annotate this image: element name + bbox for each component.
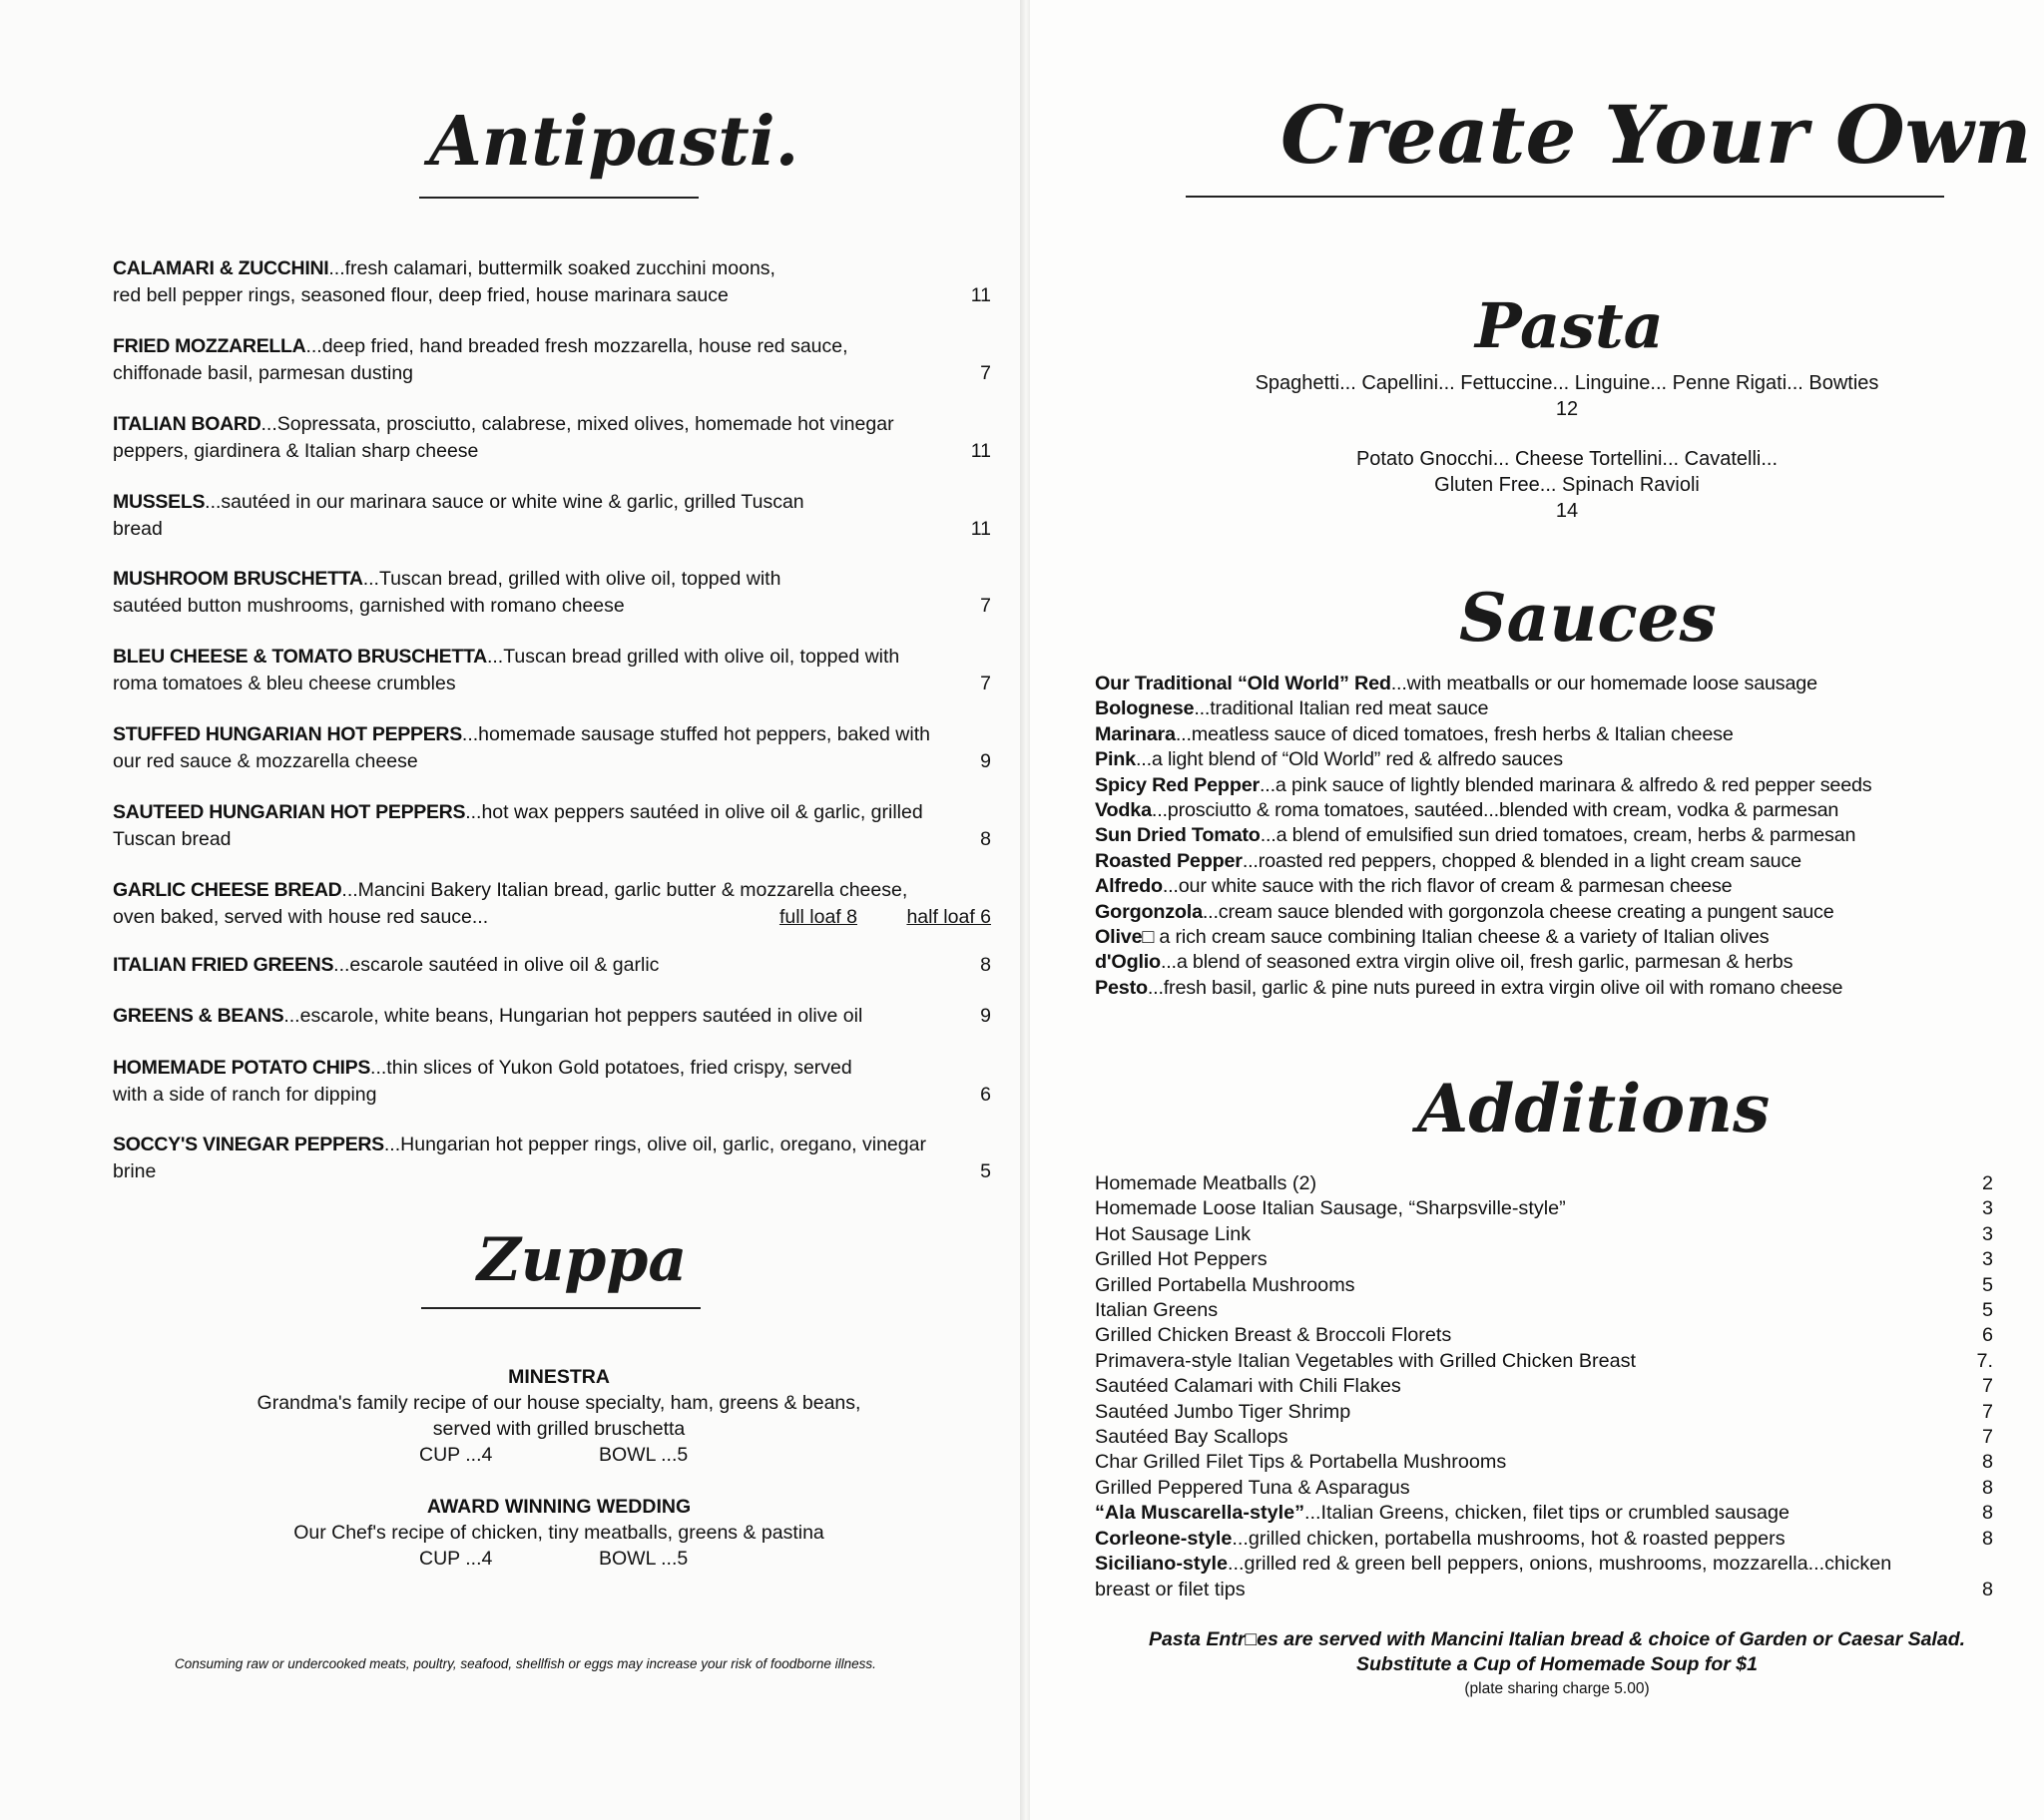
- sauce-name: Pink: [1095, 748, 1136, 771]
- menu-item: [113, 1055, 991, 1109]
- full-loaf-price: full loaf 8: [778, 906, 857, 928]
- sauce-item: [1095, 773, 2033, 798]
- item-price: 8: [980, 828, 991, 850]
- item-price: 5: [980, 1160, 991, 1182]
- sauce-name: Marinara: [1095, 722, 1176, 745]
- sauce-item: [1095, 900, 2033, 925]
- sauce-desc: ...cream sauce blended with gorgonzola cheese creating a pungent sauce: [1202, 900, 1834, 923]
- addition-item: [1095, 1298, 1993, 1323]
- pasta-entree-note: Pasta Entr□es are served with Mancini Italian bread & choice of Garden or Caesar Salad.: [1148, 1628, 1966, 1650]
- special-addition-desc: ...grilled red & green bell peppers, onions, mushrooms, mozzarella...chicken: [1228, 1553, 1892, 1576]
- item-price: 7: [980, 673, 991, 694]
- sauce-item: [1095, 798, 2033, 823]
- item-desc-line2: our red sauce & mozzarella cheese: [113, 750, 418, 772]
- item-desc: ...Hungarian hot pepper rings, olive oil, garlic, oregano, vinegar: [383, 1134, 926, 1155]
- addition-label: Grilled Chicken Breast & Broccoli Florets: [1095, 1324, 1452, 1347]
- soup-bowl-price: BOWL ...5: [599, 1444, 689, 1466]
- addition-price: 3: [1981, 1197, 1993, 1220]
- food-warning: Consuming raw or undercooked meats, poultry, seafood, shellfish or eggs may increase your risk of foodborne illness.: [175, 1656, 876, 1671]
- sauce-name: Alfredo: [1095, 875, 1163, 898]
- item-name: CALAMARI & ZUCCHINI: [113, 257, 329, 279]
- sauce-item: [1095, 747, 2033, 772]
- sauce-desc: ...a blend of emulsified sun dried tomatoes, cream, herbs & parmesan: [1260, 824, 1856, 847]
- menu-item: [113, 255, 991, 309]
- soup-bowl-price: BOWL ...5: [599, 1548, 689, 1570]
- addition-label: Homemade Loose Italian Sausage, “Sharpsville-style”: [1095, 1197, 1566, 1220]
- addition-label: Grilled Portabella Mushrooms: [1095, 1273, 1355, 1296]
- sauce-name: Roasted Pepper: [1095, 849, 1243, 872]
- addition-label: Grilled Peppered Tuna & Asparagus: [1095, 1476, 1410, 1499]
- item-name: ITALIAN BOARD: [113, 413, 261, 435]
- item-desc: ...escarole sautéed in olive oil & garlic: [333, 954, 660, 976]
- sauce-item: [1095, 849, 2033, 874]
- soup-wedding: [160, 1494, 958, 1572]
- addition-item: [1095, 1323, 1993, 1348]
- sauce-item: [1095, 950, 2033, 975]
- item-price: 11: [970, 518, 991, 540]
- addition-label: Italian Greens: [1095, 1299, 1219, 1322]
- soup-cup-price: CUP ...4: [419, 1548, 493, 1570]
- special-addition-desc-line2: breast or filet tips: [1095, 1578, 1246, 1600]
- sauce-name: Vodka: [1095, 799, 1152, 822]
- sauce-desc: ...a pink sauce of lightly blended marinara & alfredo & red pepper seeds: [1260, 773, 1872, 796]
- item-desc-line2: brine: [113, 1160, 157, 1182]
- addition-item: [1095, 1450, 1993, 1475]
- pasta-specialty-line: Potato Gnocchi... Cheese Tortellini... Cavatelli...: [1355, 448, 1779, 470]
- menu-item: [113, 877, 991, 931]
- item-name: SAUTEED HUNGARIAN HOT PEPPERS: [113, 801, 466, 823]
- sauce-desc: ...prosciutto & roma tomatoes, sautéed...blended with cream, vodka & parmesan: [1151, 799, 1839, 822]
- addition-price: 8: [1981, 1527, 1993, 1550]
- addition-item: [1095, 1374, 1993, 1399]
- menu-item: [113, 489, 991, 543]
- item-desc-line2: with a side of ranch for dipping: [113, 1084, 377, 1106]
- pasta-price-12: 12: [1555, 398, 1579, 420]
- pasta-price-14: 14: [1555, 500, 1579, 522]
- sauce-name: d'Oglio: [1095, 951, 1161, 974]
- sauce-desc: ...meatless sauce of diced tomatoes, fresh herbs & Italian cheese: [1175, 722, 1734, 745]
- item-name: FRIED MOZZARELLA: [113, 335, 306, 357]
- item-price: 8: [980, 954, 991, 976]
- addition-label: Sautéed Bay Scallops: [1095, 1426, 1288, 1449]
- addition-label: Primavera-style Italian Vegetables with Grilled Chicken Breast: [1095, 1349, 1637, 1372]
- item-desc: ...escarole, white beans, Hungarian hot peppers sautéed in olive oil: [283, 1005, 863, 1027]
- pasta-title: Pasta: [1475, 289, 1664, 362]
- special-addition-item: [1095, 1527, 1993, 1552]
- addition-item: [1095, 1400, 1993, 1425]
- menu-item: [113, 566, 991, 620]
- sauce-name: Pesto: [1095, 976, 1148, 999]
- additions-list: [1095, 1171, 1993, 1602]
- addition-label: Sautéed Jumbo Tiger Shrimp: [1095, 1400, 1351, 1423]
- item-price: 11: [970, 284, 991, 306]
- special-addition-name: Siciliano-style: [1095, 1553, 1229, 1576]
- menu-item: [113, 952, 991, 979]
- soup-minestra: [160, 1364, 958, 1468]
- item-desc: ...Tuscan bread grilled with olive oil, topped with: [486, 646, 900, 668]
- plate-sharing-note: (plate sharing charge 5.00): [1464, 1680, 1650, 1697]
- pasta-shapes-line: Spaghetti... Capellini... Fettuccine... Linguine... Penne Rigati... Bowties: [1255, 372, 1879, 394]
- sauce-item: [1095, 722, 2033, 747]
- zuppa-title: Zuppa: [477, 1225, 688, 1295]
- addition-price: 8: [1981, 1451, 1993, 1474]
- sauce-desc: ...a blend of seasoned extra virgin olive oil, fresh garlic, parmesan & herbs: [1160, 951, 1793, 974]
- addition-price: 5: [1981, 1273, 1993, 1296]
- item-desc: ...deep fried, hand breaded fresh mozzarella, house red sauce,: [305, 335, 848, 357]
- menu-item: [113, 411, 991, 465]
- addition-price: 7: [1981, 1375, 1993, 1398]
- addition-price: 2: [1981, 1172, 1993, 1194]
- item-name: GREENS & BEANS: [113, 1005, 284, 1027]
- pasta-specialty-line-2: Gluten Free... Spinach Ravioli: [1434, 474, 1700, 496]
- item-desc: ...sautéed in our marinara sauce or white wine & garlic, grilled Tuscan: [205, 491, 804, 513]
- sauce-item: [1095, 672, 2033, 696]
- addition-label: Homemade Meatballs (2): [1095, 1172, 1317, 1194]
- addition-price: 7: [1981, 1400, 1993, 1423]
- sauces-title: Sauces: [1459, 579, 1717, 657]
- addition-price: 3: [1981, 1222, 1993, 1245]
- addition-label: Hot Sausage Link: [1095, 1222, 1252, 1245]
- addition-item: [1095, 1273, 1993, 1298]
- special-addition-desc: ...Italian Greens, chicken, filet tips or crumbled sausage: [1304, 1502, 1789, 1525]
- special-addition-item: [1095, 1501, 1993, 1526]
- menu-item: [113, 799, 991, 853]
- addition-price: 6: [1981, 1324, 1993, 1347]
- special-addition-name: Corleone-style: [1095, 1527, 1233, 1550]
- soup-cup-price: CUP ...4: [419, 1444, 493, 1466]
- addition-item: [1095, 1222, 1993, 1247]
- addition-label: Char Grilled Filet Tips & Portabella Mushrooms: [1095, 1451, 1507, 1474]
- sauce-item: [1095, 874, 2033, 899]
- item-desc-line2: peppers, giardinera & Italian sharp cheese: [113, 440, 479, 462]
- soup-name: MINESTRA: [508, 1366, 610, 1388]
- item-desc-line2: bread: [113, 518, 163, 540]
- item-desc-line2: chiffonade basil, parmesan dusting: [113, 362, 414, 384]
- addition-label: Grilled Hot Peppers: [1095, 1248, 1268, 1271]
- item-name: ITALIAN FRIED GREENS: [113, 954, 334, 976]
- addition-item: [1095, 1196, 1993, 1221]
- item-desc: ...fresh calamari, buttermilk soaked zucchini moons,: [328, 257, 775, 279]
- menu-item: [113, 644, 991, 697]
- menu-item: [113, 333, 991, 387]
- menu-item: [113, 1003, 991, 1030]
- item-price: 9: [980, 750, 991, 772]
- special-addition-name: “Ala Muscarella-style”: [1095, 1502, 1304, 1525]
- sauce-item: [1095, 976, 2033, 1001]
- item-price: 11: [970, 440, 991, 462]
- antipasti-title: Antipasti.: [429, 102, 799, 182]
- addition-item: [1095, 1171, 1993, 1196]
- item-price: 7: [980, 362, 991, 384]
- addition-item: [1095, 1476, 1993, 1501]
- item-desc-line2: oven baked, served with house red sauce...: [113, 906, 489, 928]
- sauce-name: Olive□: [1095, 926, 1155, 949]
- item-desc-line2: sautéed button mushrooms, garnished with romano cheese: [113, 595, 625, 617]
- addition-price: 7: [1981, 1426, 1993, 1449]
- soup-desc: Grandma's family recipe of our house specialty, ham, greens & beans,: [256, 1392, 861, 1414]
- antipasti-rule: [419, 197, 699, 199]
- sauce-name: Gorgonzola: [1095, 900, 1203, 923]
- soup-desc: served with grilled bruschetta: [432, 1418, 686, 1440]
- item-name: MUSSELS: [113, 491, 206, 513]
- soup-desc: Our Chef's recipe of chicken, tiny meatballs, greens & pastina: [293, 1522, 824, 1544]
- item-name: STUFFED HUNGARIAN HOT PEPPERS: [113, 723, 462, 745]
- item-price: 7: [980, 595, 991, 617]
- sauce-desc: ...fresh basil, garlic & pine nuts pureed in extra virgin olive oil with romano cheese: [1147, 976, 1843, 999]
- addition-price: 5: [1981, 1299, 1993, 1322]
- item-name: SOCCY'S VINEGAR PEPPERS: [113, 1134, 384, 1155]
- sauce-desc: a rich cream sauce combining Italian cheese & a variety of Italian olives: [1154, 926, 1770, 949]
- create-your-own-title: Create Your Own: [1280, 88, 2032, 182]
- addition-label: Sautéed Calamari with Chili Flakes: [1095, 1375, 1401, 1398]
- item-desc-line2: roma tomatoes & bleu cheese crumbles: [113, 673, 456, 694]
- page-fold: [1020, 0, 1030, 1820]
- item-desc: ...Tuscan bread, grilled with olive oil, topped with: [362, 568, 781, 590]
- item-desc: ...thin slices of Yukon Gold potatoes, fried crispy, served: [370, 1057, 852, 1079]
- addition-item: [1095, 1425, 1993, 1450]
- sauce-desc: ...a light blend of “Old World” red & alfredo sauces: [1135, 748, 1563, 771]
- sauce-item: [1095, 696, 2033, 721]
- menu-item: [113, 1132, 991, 1185]
- half-loaf-price: half loaf 6: [906, 906, 991, 928]
- addition-price: 7.: [1976, 1349, 1993, 1372]
- additions-title: Additions: [1417, 1070, 1771, 1147]
- addition-price: 3: [1981, 1248, 1993, 1271]
- sauce-desc: ...roasted red peppers, chopped & blended in a light cream sauce: [1242, 849, 1801, 872]
- item-desc: ...Mancini Bakery Italian bread, garlic butter & mozzarella cheese,: [341, 879, 908, 901]
- create-rule: [1186, 196, 1944, 198]
- item-desc-line2: red bell pepper rings, seasoned flour, deep fried, house marinara sauce: [113, 284, 729, 306]
- sauce-name: Our Traditional “Old World” Red: [1095, 673, 1391, 694]
- item-price: 9: [980, 1005, 991, 1027]
- addition-price: 8: [1981, 1476, 1993, 1499]
- sauce-desc: ...with meatballs or our homemade loose sausage: [1390, 673, 1817, 694]
- soup-substitute-note: Substitute a Cup of Homemade Soup for $1: [1356, 1653, 1758, 1675]
- item-desc: ...Sopressata, prosciutto, calabrese, mixed olives, homemade hot vinegar: [260, 413, 894, 435]
- item-desc-line2: Tuscan bread: [113, 828, 232, 850]
- soup-name: AWARD WINNING WEDDING: [426, 1496, 692, 1518]
- sauces-list: [1095, 672, 2033, 1001]
- addition-price: 8: [1981, 1578, 1993, 1600]
- sauce-desc: ...traditional Italian red meat sauce: [1194, 697, 1489, 720]
- addition-item: [1095, 1349, 1993, 1374]
- item-price: 6: [980, 1084, 991, 1106]
- addition-item: [1095, 1247, 1993, 1272]
- item-name: MUSHROOM BRUSCHETTA: [113, 568, 363, 590]
- sauce-name: Sun Dried Tomato: [1095, 824, 1261, 847]
- special-addition-item: [1095, 1552, 1993, 1602]
- item-name: HOMEMADE POTATO CHIPS: [113, 1057, 371, 1079]
- sauce-item: [1095, 925, 2033, 950]
- special-addition-desc: ...grilled chicken, portabella mushrooms, hot & roasted peppers: [1232, 1527, 1786, 1550]
- zuppa-rule: [421, 1307, 701, 1309]
- sauce-desc: ...our white sauce with the rich flavor of cream & parmesan cheese: [1162, 875, 1733, 898]
- sauce-name: Spicy Red Pepper: [1095, 773, 1260, 796]
- item-name: GARLIC CHEESE BREAD: [113, 879, 342, 901]
- sauce-item: [1095, 823, 2033, 848]
- item-desc: ...hot wax peppers sautéed in olive oil & garlic, grilled: [465, 801, 923, 823]
- addition-price: 8: [1981, 1502, 1993, 1525]
- item-desc: ...homemade sausage stuffed hot peppers, baked with: [461, 723, 930, 745]
- sauce-name: Bolognese: [1095, 697, 1195, 720]
- menu-item: [113, 721, 991, 775]
- item-name: BLEU CHEESE & TOMATO BRUSCHETTA: [113, 646, 487, 668]
